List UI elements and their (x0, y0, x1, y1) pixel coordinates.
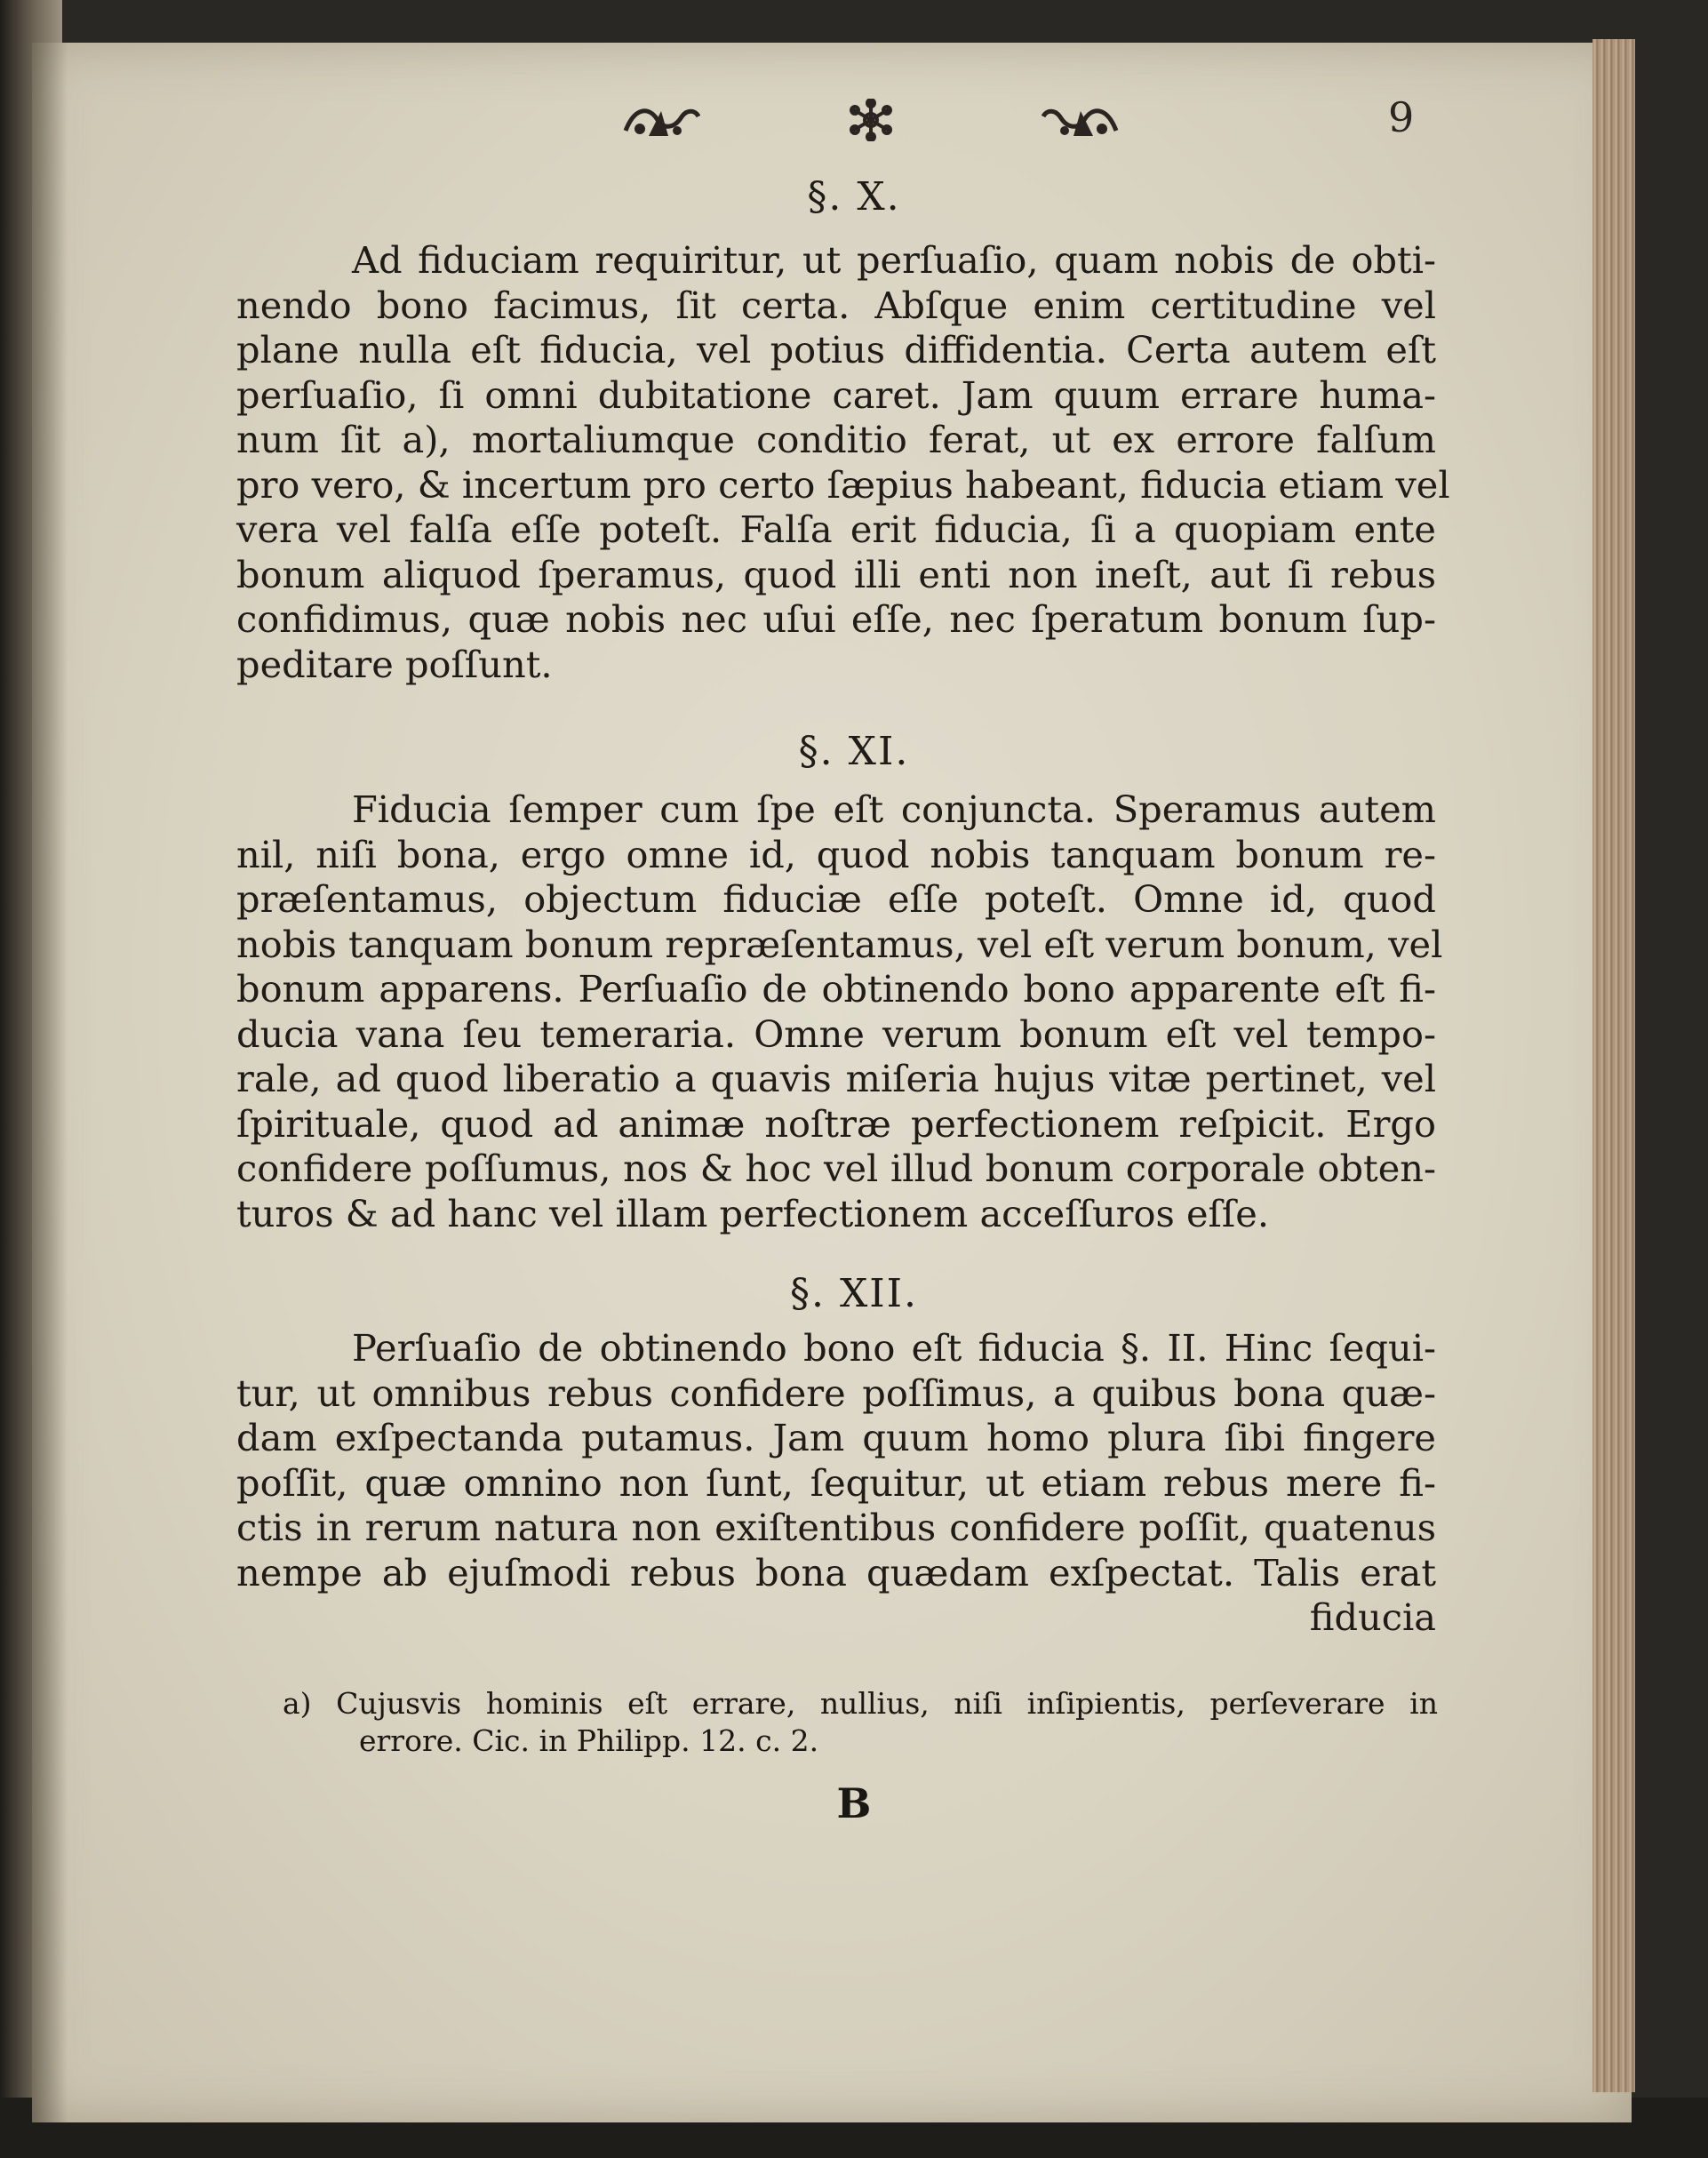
text-line: nil, niſi bona, ergo omne id, quod nobis tanquam bonum re- (236, 832, 1436, 876)
text-line: ducia vana ſeu temeraria. Omne verum bonum eſt vel tempo- (236, 1011, 1436, 1056)
signature-mark: B (836, 1779, 872, 1827)
section-x-body (236, 238, 1450, 687)
text-line: bonum aliquod ſperamus, quod illi enti non ineſt, aut ſi rebus (236, 552, 1436, 596)
text-line: Fiducia ſemper cum ſpe eſt conjuncta. Speramus autem (352, 787, 1436, 831)
footnote (283, 1685, 1438, 1760)
left-fleuron-ornament-icon (622, 99, 700, 141)
text-line: plane nulla eſt fiducia, vel potius diffidentia. Certa autem eſt (236, 328, 1436, 372)
text-line: tur, ut omnibus rebus confidere poſſimus, a quibus bona quæ- (236, 1371, 1436, 1415)
text-line: Perſuaſio de obtinendo bono eſt fiducia §. II. Hinc ſequi- (352, 1326, 1436, 1370)
page-number: 9 (1388, 93, 1415, 141)
text-line: nempe ab ejuſmodi rebus bona quædam exſpectat. Talis erat (236, 1550, 1436, 1595)
header-ornament-row (622, 89, 1120, 151)
text-line: confidere poſſumus, nos & hoc vel illud bonum corporale obten- (236, 1147, 1436, 1190)
text-line: nobis tanquam bonum repræſentamus, vel eſt verum bonum, vel (236, 922, 1443, 966)
section-heading-x: §. X. (807, 174, 901, 220)
text-line: nendo bono facimus, ſit certa. Abſque enim certitudine vel (236, 283, 1436, 327)
text-line: perſuaſio, ſi omni dubitatione caret. Jam quum errare huma- (236, 372, 1436, 417)
text-line: peditare poſſunt. (236, 642, 553, 686)
text-line: bonum apparens. Perſuaſio de obtinendo bono apparente eſt fi- (236, 967, 1436, 1011)
text-line: turos & ad hanc vel illam perfectionem acceſſuros eſſe. (236, 1191, 1270, 1235)
text-line: ctis in rerum natura non exiſtentibus confidere poſſit, quatenus (236, 1506, 1436, 1549)
text-line: pro vero, & incertum pro certo ſæpius habeant, fiducia etiam vel (236, 462, 1450, 507)
text-line: vera vel falſa eſſe poteſt. Falſa erit fiducia, ſi a quopiam ente (236, 508, 1436, 551)
text-line: confidimus, quæ nobis nec uſui eſſe, nec ſperatum bonum ſup- (236, 597, 1436, 641)
footnote-line: errore. Cic. in Philipp. 12. c. 2. (359, 1723, 819, 1758)
text-line: dam exſpectanda putamus. Jam quum homo plura ſibi fingere (236, 1416, 1436, 1459)
text-line: præſentamus, objectum fiduciæ eſſe poteſt. Omne id, quod (236, 877, 1436, 921)
text-line: Ad fiduciam requiritur, ut perſuaſio, quam nobis de obti- (352, 238, 1436, 282)
center-rosette-ornament-icon (832, 99, 910, 141)
catchword: fiducia (1309, 1595, 1436, 1639)
section-xi-body (236, 787, 1443, 1236)
section-heading-xi: §. XI. (798, 729, 910, 774)
text-line: ſpirituale, quod ad animæ noſtræ perfectionem reſpicit. Ergo (236, 1101, 1436, 1146)
text-line: poſſit, quæ omnino non ſunt, ſequitur, ut etiam rebus mere fi- (236, 1460, 1436, 1505)
right-fleuron-ornament-icon (1042, 99, 1120, 141)
section-heading-xii: §. XII. (789, 1271, 919, 1316)
text-line: num ſit a), mortaliumque conditio ferat, ut ex errore falſum (236, 418, 1436, 461)
footnote-line: a) Cujusvis hominis eſt errare, nullius, niſi inſipientis, perſeverare in (283, 1686, 1438, 1721)
text-line: rale, ad quod liberatio a quavis miſeria hujus vitæ pertinet, vel (236, 1057, 1436, 1100)
section-xii-body (236, 1326, 1436, 1641)
